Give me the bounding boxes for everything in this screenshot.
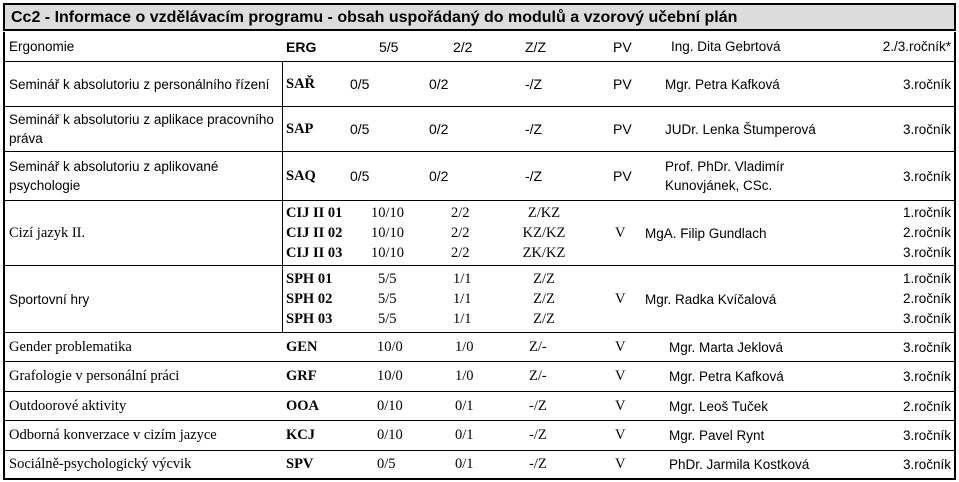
column-divider bbox=[282, 107, 283, 151]
hours-value: 0/10 bbox=[377, 397, 403, 414]
completion-value: -/Z bbox=[525, 168, 543, 184]
completion-value: -/Z bbox=[529, 456, 547, 472]
column-divider bbox=[282, 62, 283, 106]
subject-name: Cizí jazyk II. bbox=[9, 224, 86, 241]
hours-value: 10/0 bbox=[377, 368, 403, 384]
teacher-name: Mgr. Radka Kvíčalová bbox=[645, 291, 777, 307]
credits-value: 2/2 bbox=[451, 205, 470, 221]
teacher-name: Prof. PhDr. Vladimír Kunovjánek, CSc. bbox=[665, 159, 785, 193]
study-year: 1.ročník bbox=[902, 205, 951, 220]
subject-name: Seminář k absolutoriu z aplikace pracovního práva bbox=[9, 112, 274, 146]
hours-value: 0/5 bbox=[350, 168, 370, 184]
type-value: PV bbox=[613, 121, 632, 137]
subject-code: SPH 03 bbox=[286, 311, 333, 327]
teacher-name: PhDr. Jarmila Kostková bbox=[669, 457, 810, 472]
hours-value: 5/5 bbox=[378, 311, 397, 327]
subject-code: OOA bbox=[286, 397, 320, 414]
table-row bbox=[3, 420, 956, 451]
study-year: 3.ročník bbox=[902, 168, 951, 184]
teacher-name: Mgr. Leoš Tuček bbox=[669, 398, 769, 414]
completion-value: Z/Z bbox=[533, 291, 555, 307]
study-year: 2./3.ročník* bbox=[882, 39, 951, 54]
completion-group bbox=[508, 266, 580, 332]
table-row bbox=[3, 106, 956, 152]
teacher-name: Mgr. Petra Kafková bbox=[669, 369, 784, 384]
credits-value: 0/1 bbox=[455, 397, 474, 414]
subject-code: SPH 01 bbox=[286, 271, 333, 287]
study-year-group bbox=[881, 266, 951, 332]
completion-value: -/Z bbox=[525, 76, 543, 92]
completion-group bbox=[508, 201, 580, 265]
study-year: 3.ročník bbox=[902, 457, 951, 472]
table-row bbox=[3, 391, 956, 421]
study-year: 2.ročník bbox=[902, 291, 951, 306]
subject-code: KCJ bbox=[286, 427, 315, 443]
table-row bbox=[3, 265, 956, 333]
hours-value: 10/10 bbox=[371, 245, 405, 261]
hours-value: 5/5 bbox=[378, 271, 397, 287]
credits-value: 1/0 bbox=[455, 338, 474, 355]
credits-value: 1/0 bbox=[455, 368, 474, 384]
credits-value: 0/2 bbox=[429, 76, 449, 92]
teacher-name: Mgr. Petra Kafková bbox=[665, 76, 780, 92]
completion-value: ZK/KZ bbox=[522, 245, 566, 261]
hours-value: 10/0 bbox=[377, 338, 403, 355]
hours-value: 5/5 bbox=[379, 38, 399, 55]
table-row bbox=[3, 361, 956, 392]
hours-value: 10/10 bbox=[371, 205, 405, 221]
subject-code: SAQ bbox=[286, 167, 316, 184]
type-value: PV bbox=[613, 38, 632, 55]
hours-value: 0/10 bbox=[377, 427, 403, 443]
hours-group bbox=[371, 201, 421, 265]
column-divider bbox=[282, 266, 283, 332]
type-value: PV bbox=[613, 76, 632, 92]
subject-code: CIJ II 03 bbox=[286, 245, 343, 261]
completion-value: -/Z bbox=[529, 427, 547, 443]
study-year: 3.ročník bbox=[902, 121, 951, 137]
subject-name: Seminář k absolutoriu z personálního řízení bbox=[9, 76, 270, 92]
subject-code: ERG bbox=[286, 38, 317, 55]
credits-group bbox=[451, 201, 501, 265]
teacher-name: MgA. Filip Gundlach bbox=[645, 225, 767, 241]
subject-code: GEN bbox=[286, 338, 318, 355]
study-year-group bbox=[881, 201, 951, 265]
subject-code: GRF bbox=[286, 368, 317, 384]
credits-value: 1/1 bbox=[453, 271, 472, 287]
credits-value: 2/2 bbox=[453, 38, 473, 55]
credits-value: 0/1 bbox=[455, 427, 474, 443]
completion-value: Z/- bbox=[529, 338, 547, 355]
credits-value: 1/1 bbox=[453, 311, 472, 327]
type-value: V bbox=[615, 224, 626, 241]
table-title: Cc2 - Informace o vzdělávacím programu - obsah uspořádaný do modulů a vzorový učební plán bbox=[3, 3, 956, 31]
table-row bbox=[3, 450, 956, 480]
completion-value: Z/- bbox=[529, 368, 547, 384]
type-value: V bbox=[615, 290, 626, 307]
table-row bbox=[3, 200, 956, 266]
completion-value: Z/Z bbox=[533, 271, 555, 287]
subject-code: SPH 02 bbox=[286, 291, 333, 307]
teacher-name: Mgr. Marta Jeklová bbox=[669, 339, 784, 355]
completion-value: Z/KZ bbox=[527, 205, 561, 221]
subject-code-group bbox=[286, 266, 366, 332]
credits-value: 0/1 bbox=[455, 456, 474, 472]
study-year: 2.ročník bbox=[902, 225, 951, 240]
hours-value: 0/5 bbox=[350, 121, 370, 137]
column-divider bbox=[282, 152, 283, 200]
subject-name: Grafologie v personální práci bbox=[9, 368, 180, 384]
hours-value: 0/5 bbox=[350, 76, 370, 92]
credits-value: 2/2 bbox=[451, 245, 470, 261]
study-year: 3.ročník bbox=[902, 245, 951, 260]
type-value: V bbox=[615, 427, 626, 443]
credits-value: 1/1 bbox=[453, 291, 472, 307]
completion-value: -/Z bbox=[525, 121, 543, 137]
table-row bbox=[3, 151, 956, 201]
study-year: 3.ročník bbox=[902, 76, 951, 92]
column-divider bbox=[282, 201, 283, 265]
table-row bbox=[3, 61, 956, 107]
study-year: 3.ročník bbox=[902, 311, 951, 326]
subject-code: SAP bbox=[286, 120, 314, 137]
type-value: V bbox=[615, 338, 626, 355]
teacher-name: JUDr. Lenka Štumperová bbox=[665, 121, 816, 137]
completion-value: -/Z bbox=[529, 397, 547, 414]
type-value: V bbox=[615, 397, 626, 414]
completion-value: Z/Z bbox=[533, 311, 555, 327]
subject-code: SAŘ bbox=[286, 75, 316, 92]
subject-name: Outdoorové aktivity bbox=[9, 397, 127, 414]
subject-code-group bbox=[286, 201, 366, 265]
study-plan-table bbox=[3, 3, 956, 480]
study-year: 2.ročník bbox=[902, 398, 951, 414]
subject-name: Ergonomie bbox=[9, 39, 75, 54]
study-year: 1.ročník bbox=[902, 271, 951, 286]
subject-name: Sociálně-psychologický výcvik bbox=[9, 456, 192, 472]
subject-code: CIJ II 01 bbox=[286, 205, 343, 221]
hours-value: 10/10 bbox=[371, 225, 405, 241]
subject-name: Sportovní hry bbox=[9, 291, 90, 307]
credits-value: 0/2 bbox=[429, 168, 449, 184]
table-row bbox=[3, 32, 956, 62]
credits-group bbox=[453, 266, 503, 332]
hours-value: 0/5 bbox=[377, 456, 396, 472]
type-value: V bbox=[615, 456, 626, 472]
credits-value: 0/2 bbox=[429, 121, 449, 137]
credits-value: 2/2 bbox=[451, 225, 470, 241]
subject-name: Seminář k absolutoriu z aplikované psychologie bbox=[9, 159, 219, 193]
study-year: 3.ročník bbox=[902, 339, 951, 355]
table-row bbox=[3, 332, 956, 362]
subject-name: Gender problematika bbox=[9, 338, 132, 355]
hours-group bbox=[378, 266, 428, 332]
completion-value: KZ/KZ bbox=[522, 225, 566, 241]
type-value: V bbox=[615, 368, 626, 384]
study-year: 3.ročník bbox=[902, 369, 951, 384]
completion-value: Z/Z bbox=[525, 38, 546, 55]
subject-name: Odborná konverzace v cizím jazyce bbox=[9, 427, 217, 443]
subject-code: SPV bbox=[286, 456, 314, 472]
study-year: 3.ročník bbox=[902, 428, 951, 443]
teacher-name: Ing. Dita Gebrtová bbox=[671, 39, 781, 54]
subject-code: CIJ II 02 bbox=[286, 225, 343, 241]
hours-value: 5/5 bbox=[378, 291, 397, 307]
teacher-name: Mgr. Pavel Rynt bbox=[669, 428, 765, 443]
type-value: PV bbox=[613, 168, 632, 184]
